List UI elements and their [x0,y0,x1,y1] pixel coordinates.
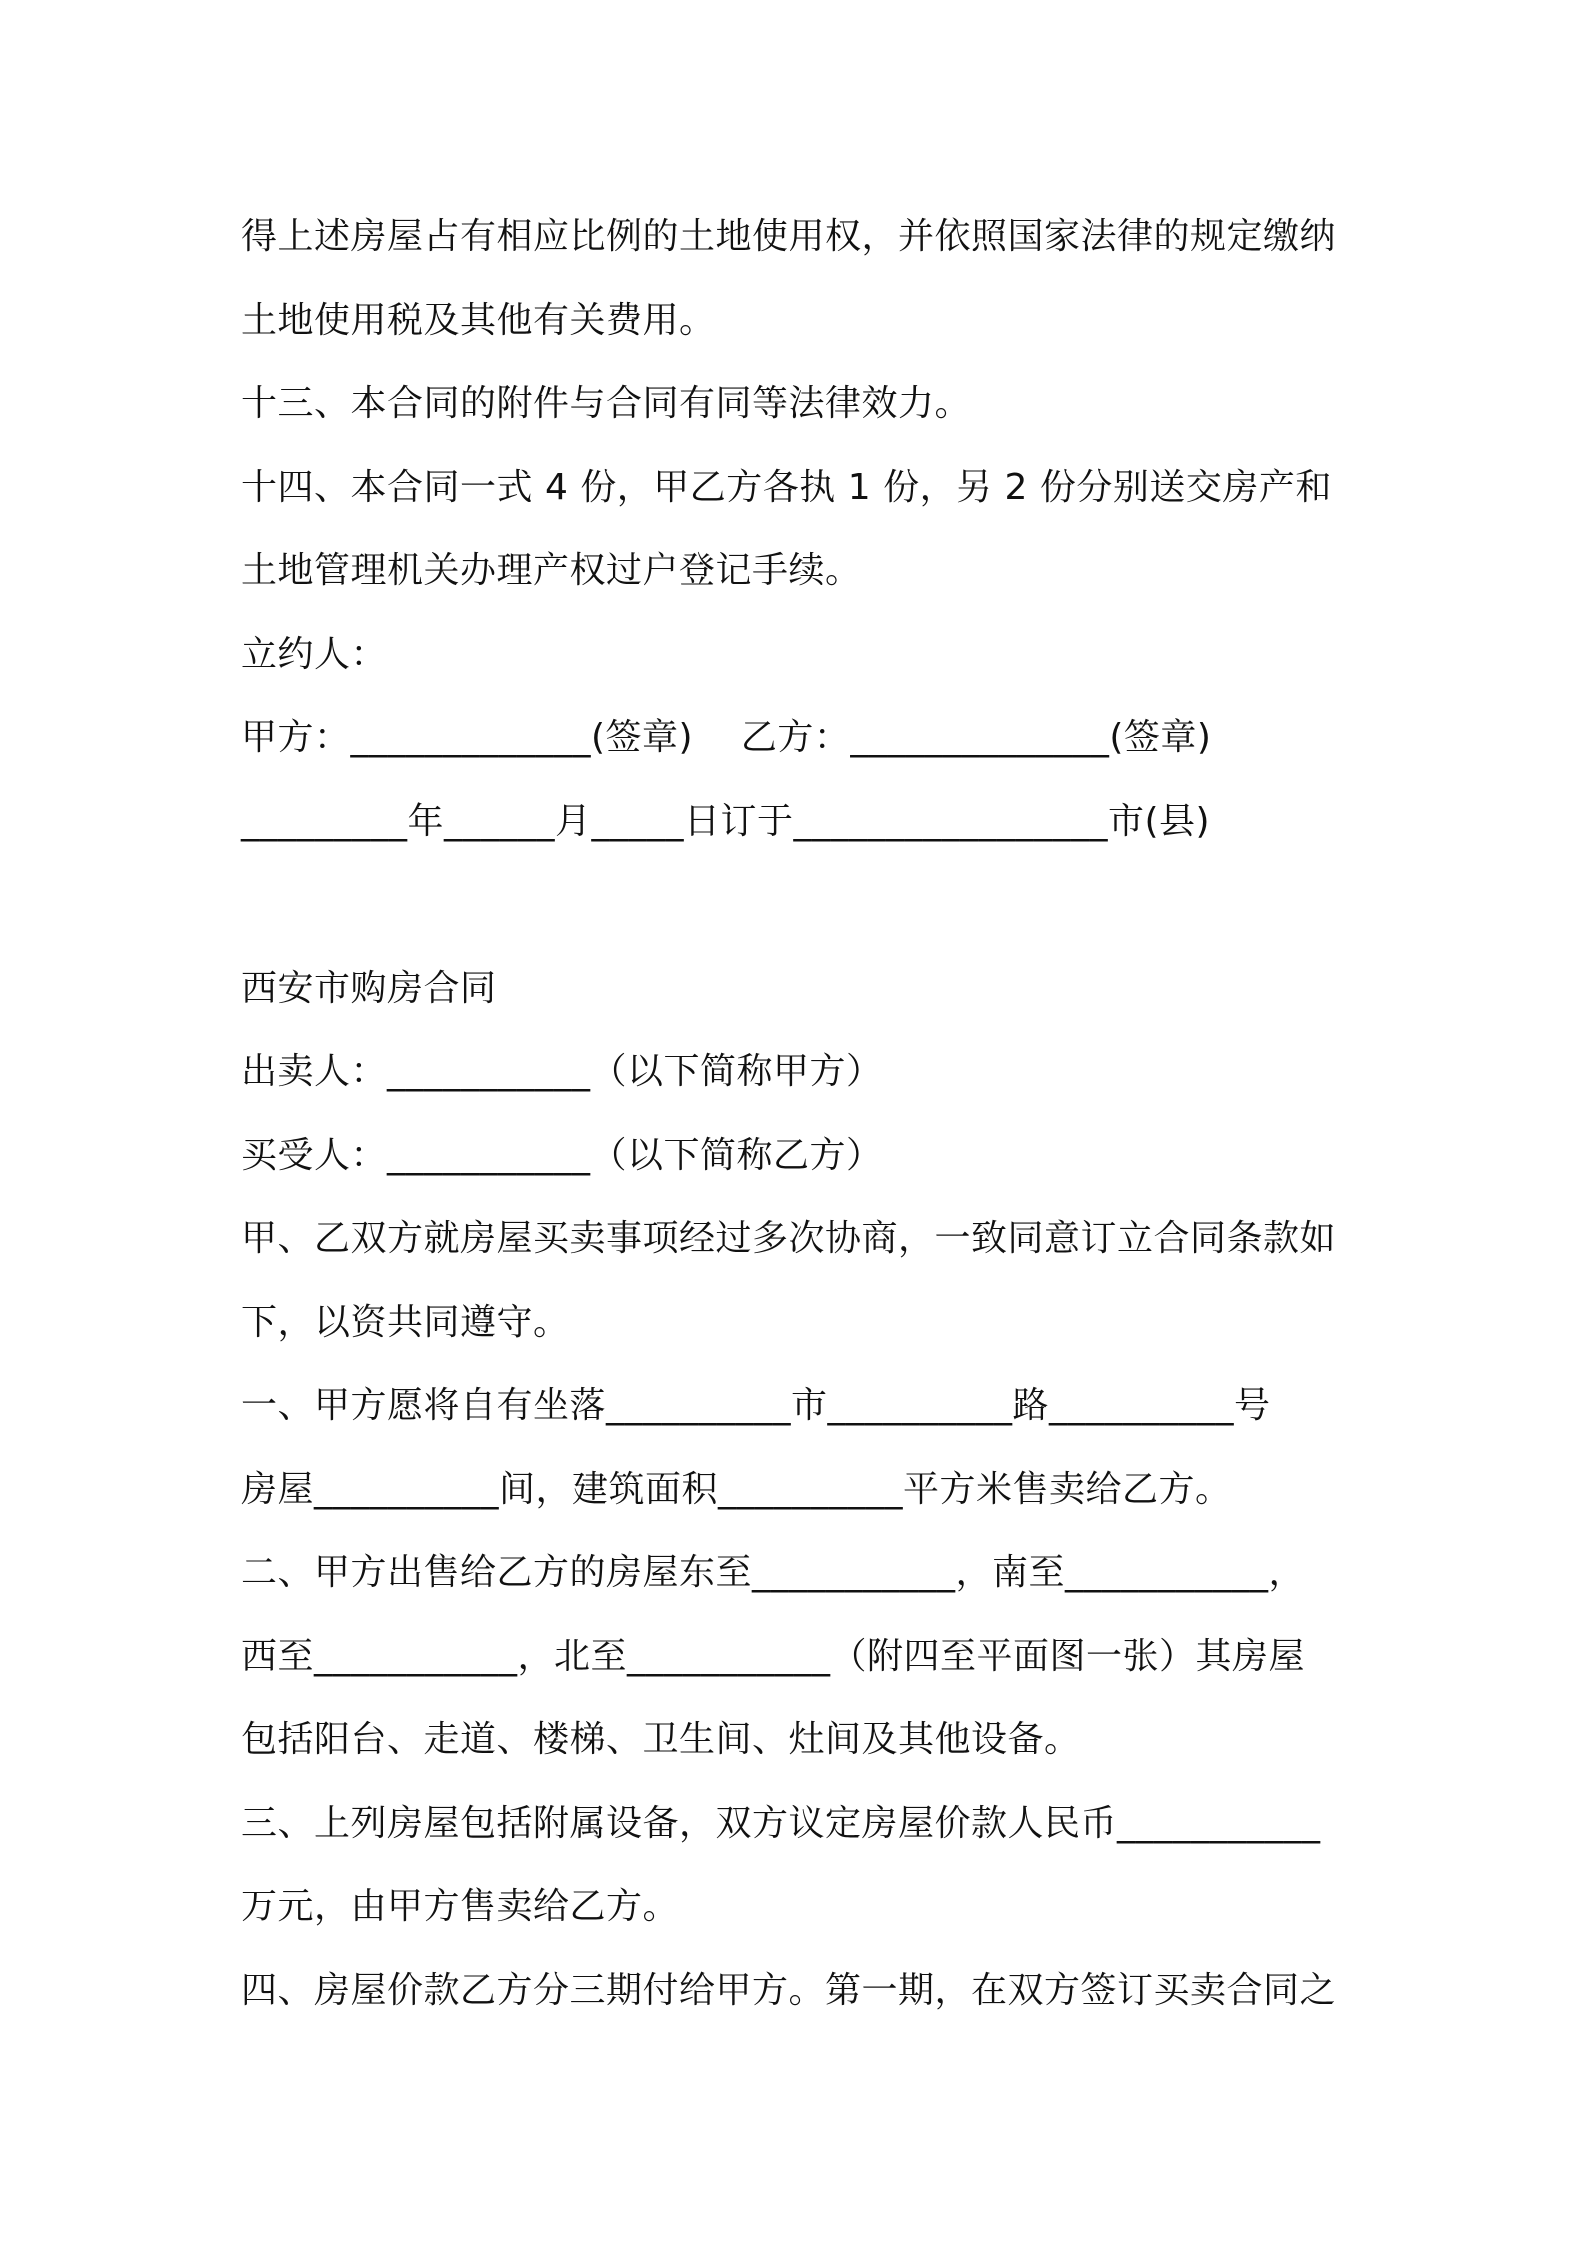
body-line: 甲、乙双方就房屋买卖事项经过多次协商，一致同意订立合同条款如 [241,1218,1337,1259]
document-body [241,195,1361,2032]
contract-title: 西安市购房合同 [241,967,497,1009]
body-line: 得上述房屋占有相应比例的土地使用权，并依照国家法律的规定缴纳 [241,216,1337,257]
clause-1: 一、甲方愿将自有坐落__________市__________路__________号 [241,1385,1271,1426]
clause-4: 四、房屋价款乙方分三期付给甲方。第一期，在双方签订买卖合同之 [241,1969,1337,2011]
body-line: 土地使用税及其他有关费用。 [241,299,716,341]
clause-2: 二、甲方出售给乙方的房屋东至___________，南至___________， [241,1552,1306,1593]
clause-3: 三、上列房屋包括附属设备，双方议定房屋价款人民币___________ [241,1802,1321,1844]
body-line: 万元，由甲方售卖给乙方。 [241,1886,680,1927]
buyer-line: 买受人：___________（以下简称乙方） [241,1134,883,1176]
body-line: 西至___________，北至___________（附四至平面图一张）其房屋 [241,1635,1306,1677]
body-line: 土地管理机关办理产权过户登记手续。 [241,550,862,591]
body-line: 包括阳台、走道、楼梯、卫生间、灶间及其他设备。 [241,1719,1081,1760]
date-place-line: _________年______月_____日订于_________________市(县) [241,800,1211,842]
signatories-label: 立约人： [241,633,388,675]
section-gap [241,863,1361,947]
seller-line: 出卖人：___________（以下简称甲方） [241,1051,883,1092]
clause-13: 十三、本合同的附件与合同有同等法律效力。 [241,383,972,424]
body-line: 下，以资共同遵守。 [241,1301,570,1343]
clause-14: 十四、本合同一式 4 份，甲乙方各执 1 份，另 2 份分别送交房产和 [241,466,1332,508]
signature-line: 甲方：_____________(签章) 乙方：______________(签章) [241,717,1212,758]
body-line: 房屋__________间，建筑面积__________平方米售卖给乙方。 [241,1468,1232,1510]
